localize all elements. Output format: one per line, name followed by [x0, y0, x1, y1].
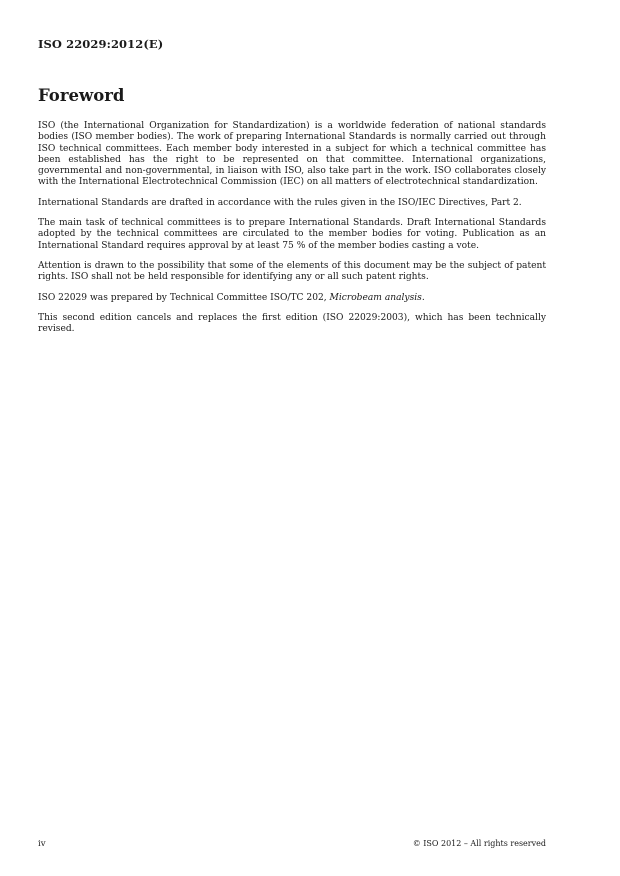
paragraph-organization: ISO (the International Organization for Standardization) is a worldwide federation of national standards bodies (ISO member bodies). The work of preparing International Standards is normally carried out through ISO technical committees. Each member body interested in a subject for which a technical committee has been established has the right to be represented on that committee. International organizations, governmental and non-governmental, in liaison with ISO, also take part in the work. ISO collaborates closely with the International Electrotechnical Commission (IEC) on all matters of electrotechnical standardization.	[38, 121, 546, 188]
document-id: ISO 22029:2012(E)	[38, 37, 164, 51]
paragraph-directives: International Standards are drafted in accordance with the rules given in the ISO/IEC Directives, Part 2.	[38, 197, 522, 208]
page-title: Foreword	[38, 86, 125, 105]
page-number: iv	[38, 839, 46, 849]
foreword-body	[38, 121, 546, 344]
prepared-by-end: .	[421, 292, 425, 303]
paragraph-prepared-by	[38, 293, 546, 304]
paragraph-committees: The main task of technical committees is to prepare International Standards. Draft International Standards adopted by the technical committees are circulated to the member bodies for voting. Publication as an International Standard requires approval by at least 75 % of the member bodies casting a vote.	[38, 218, 546, 251]
prepared-by-text: ISO 22029 was prepared by Technical Committee ISO/TC 202,	[38, 292, 330, 303]
committee-title: Microbeam analysis	[329, 292, 422, 303]
paragraph-edition: This second edition cancels and replaces the first edition (ISO 22029:2003), which has been technically revised.	[38, 312, 546, 335]
copyright-notice: © ISO 2012 – All rights reserved	[412, 839, 546, 848]
paragraph-patent-rights: Attention is drawn to the possibility that some of the elements of this document may be the subject of patent rights. ISO shall not be held responsible for identifying any or all such patent rights.	[38, 260, 546, 283]
